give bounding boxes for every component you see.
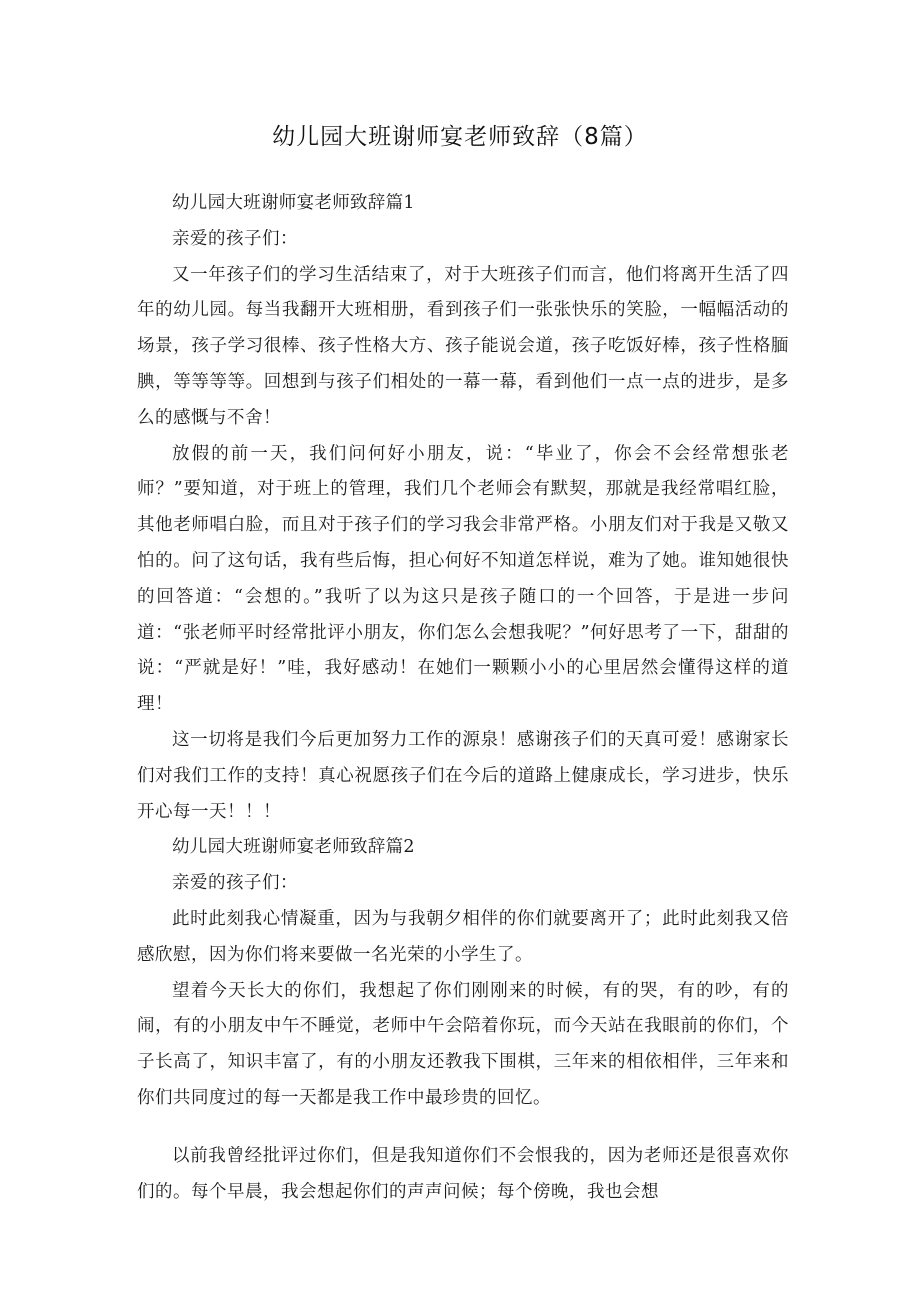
document-title: 幼儿园大班谢师宴老师致辞（8篇） bbox=[272, 124, 648, 150]
section-heading-2: 幼儿园大班谢师宴老师致辞篇2 bbox=[172, 837, 415, 858]
paragraph: 望着今天长大的你们，我想起了你们刚刚来的时候，有的哭，有的吵，有的闹，有的小朋友中午不睡觉，老师中午会陪着你玩，而今天站在我眼前的你们，个子长高了，知识丰富了，有的小朋友还教我下围棋，三年来的相依相伴，三年来和你们共同度过的每一天都是我工作中最珍贵的回忆。 bbox=[137, 980, 789, 1108]
section-heading-1: 幼儿园大班谢师宴老师致辞篇1 bbox=[172, 193, 415, 213]
paragraph: 放假的前一天，我们问何好小朋友，说：“毕业了，你会不会经常想张老师？”要知道，对于班上的管理，我们几个老师会有默契，那就是我经常唱红脸，其他老师唱白脸，而且对于孩子们的学习我会非常严格。小朋友们对于我是又敬又怕的。问了这句话，我有些后悔，担心何好不知道怎样说，难为了她。谁知她很快的回答道：“会想的。”我听了以为这只是孩子随口的一个回答，于是进一步问道：“张老师平时经常批评小朋友，你们怎么会想我呢？”何好思考了一下，甜甜的说：“严就是好！”哇，我好感动！在她们一颗颗小小的心里居然会懂得这样的道理！ bbox=[137, 443, 789, 715]
paragraph: 这一切将是我们今后更加努力工作的源泉！感谢孩子们的天真可爱！感谢家长们对我们工作的支持！真心祝愿孩子们在今后的道路上健康成长，学习进步，快乐开心每一天！！！ bbox=[137, 729, 789, 822]
salutation-2: 亲爱的孩子们： bbox=[172, 873, 298, 894]
paragraph: 此时此刻我心情凝重，因为与我朝夕相伴的你们就要离开了；此时此刻我又倍感欣慰，因为你们将来要做一名光荣的小学生了。 bbox=[137, 908, 789, 965]
salutation-1: 亲爱的孩子们： bbox=[172, 228, 298, 249]
paragraph: 以前我曾经批评过你们，但是我知道你们不会恨我的，因为老师还是很喜欢你们的。每个早晨，我会想起你们的声声问候；每个傍晚，我也会想 bbox=[137, 1145, 789, 1202]
paragraph: 又一年孩子们的学习生活结束了，对于大班孩子们而言，他们将离开生活了四年的幼儿园。每当我翻开大班相册，看到孩子们一张张快乐的笑脸，一幅幅活动的场景，孩子学习很棒、孩子性格大方、孩子能说会道，孩子吃饭好棒，孩子性格腼腆，等等等等。回想到与孩子们相处的一幕一幕，看到他们一点一点的进步，是多么的感慨与不舍！ bbox=[137, 264, 789, 428]
document-body bbox=[137, 186, 789, 1210]
